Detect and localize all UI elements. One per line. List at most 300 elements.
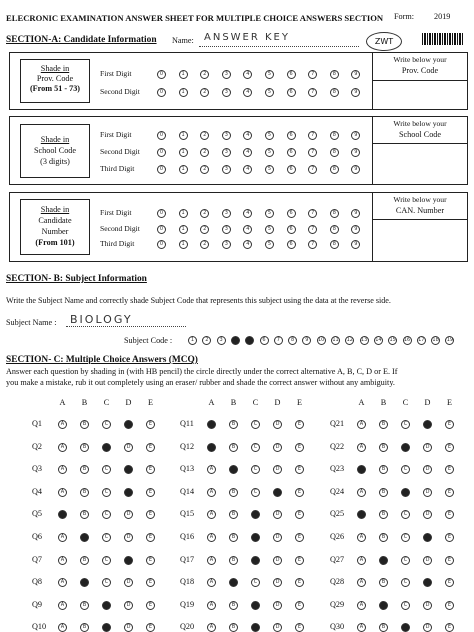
candidate-digit-3-bubble-5[interactable]: 5 (265, 240, 274, 249)
q21-option-e[interactable]: E (445, 420, 454, 429)
q16-option-c[interactable]: C (251, 533, 260, 542)
q22-option-e[interactable]: E (445, 443, 454, 452)
question-label-q19: Q19 (180, 599, 195, 609)
q23-option-e[interactable]: E (445, 465, 454, 474)
q25-option-b[interactable]: B (379, 510, 388, 519)
q10-option-b[interactable]: B (80, 623, 89, 632)
school-shade-line-2: School Code (33, 146, 77, 155)
mcq-col-3-header-C: C (402, 398, 409, 407)
candidate-digit-1-bubble-8[interactable]: 8 (330, 209, 339, 218)
q8-option-b[interactable]: B (80, 578, 89, 587)
prov-digit-1-bubble-4[interactable]: 4 (243, 70, 252, 79)
name-value[interactable]: ANSWER KEY (204, 32, 290, 43)
question-label-q17: Q17 (180, 554, 195, 564)
q27-option-c[interactable]: C (401, 556, 410, 565)
question-label-q2: Q2 (32, 441, 43, 451)
q14-option-c[interactable]: C (251, 488, 260, 497)
q4-option-b[interactable]: B (80, 488, 89, 497)
q14-option-a[interactable]: A (207, 488, 216, 497)
school-digit-3-bubble-7[interactable]: 7 (308, 165, 317, 174)
q4-option-c[interactable]: C (102, 488, 111, 497)
q28-option-a[interactable]: A (357, 578, 366, 587)
q29-option-c[interactable]: C (401, 601, 410, 610)
school-digit-2-bubble-8[interactable]: 8 (330, 148, 339, 157)
q6-option-c[interactable]: C (102, 533, 111, 542)
school-digit-3-bubble-3[interactable]: 3 (222, 165, 231, 174)
q20-option-d[interactable]: D (273, 623, 282, 632)
q30-option-b[interactable]: B (379, 623, 388, 632)
question-label-q20: Q20 (180, 622, 195, 632)
q19-option-e[interactable]: E (295, 601, 304, 610)
q23-option-a[interactable]: A (357, 465, 366, 474)
subject-name-label: Subject Name : (6, 318, 57, 327)
q17-option-a[interactable]: A (207, 556, 216, 565)
q22-option-b[interactable]: B (379, 443, 388, 452)
section-c-instruction-2: you make a mistake, rub it out completely using an eraser/ rubber and shade the correct answer without any ambiguity. (6, 378, 395, 387)
school-digit-1-bubble-2[interactable]: 2 (200, 131, 209, 140)
q1-option-c[interactable]: C (102, 420, 111, 429)
q14-option-d[interactable]: D (273, 488, 282, 497)
q28-option-b[interactable]: B (379, 578, 388, 587)
candidate-digit-1-bubble-6[interactable]: 6 (287, 209, 296, 218)
q27-option-a[interactable]: A (357, 556, 366, 565)
q18-option-e[interactable]: E (295, 578, 304, 587)
mcq-col-1-header-C: C (103, 398, 110, 407)
q13-option-b[interactable]: B (229, 465, 238, 474)
candidate-third-digit-label: Third Digit (100, 239, 135, 248)
q9-option-b[interactable]: B (80, 601, 89, 610)
q6-option-e[interactable]: E (146, 533, 155, 542)
q12-option-e[interactable]: E (295, 443, 304, 452)
q25-option-d[interactable]: D (423, 510, 432, 519)
subject-code-bubble-13[interactable]: 13 (360, 337, 368, 343)
candidate-digit-1-bubble-7[interactable]: 7 (308, 209, 317, 218)
q19-option-b[interactable]: B (229, 601, 238, 610)
q18-option-a[interactable]: A (207, 578, 216, 587)
q20-option-b[interactable]: B (229, 623, 238, 632)
school-digit-3-bubble-0[interactable]: 0 (157, 165, 166, 174)
candidate-shade-line-4: (From 101) (35, 238, 75, 247)
q8-option-c[interactable]: C (102, 578, 111, 587)
section-a-title: SECTION-A: Candidate Information (6, 35, 157, 45)
school-digit-1-bubble-1[interactable]: 1 (179, 131, 188, 140)
q11-option-d[interactable]: D (273, 420, 282, 429)
q20-option-e[interactable]: E (295, 623, 304, 632)
q7-option-c[interactable]: C (102, 556, 111, 565)
prov-digit-2-bubble-0[interactable]: 0 (157, 88, 166, 97)
school-digit-2-bubble-7[interactable]: 7 (308, 148, 317, 157)
subject-code-bubble-5[interactable]: 5 (245, 336, 254, 345)
subject-code-bubble-4[interactable]: 4 (231, 336, 240, 345)
mcq-col-3-header-D: D (424, 398, 431, 407)
q5-option-b[interactable]: B (80, 510, 89, 519)
q7-option-b[interactable]: B (80, 556, 89, 565)
subject-code-bubble-7[interactable]: 7 (274, 336, 283, 345)
school-digit-2-bubble-6[interactable]: 6 (287, 148, 296, 157)
q26-option-e[interactable]: E (445, 533, 454, 542)
school-digit-2-bubble-9[interactable]: 9 (351, 148, 360, 157)
q18-option-c[interactable]: C (251, 578, 260, 587)
mcq-col-3-header-B: B (380, 398, 387, 407)
q17-option-d[interactable]: D (273, 556, 282, 565)
candidate-digit-3-bubble-2[interactable]: 2 (200, 240, 209, 249)
candidate-first-digit-label: First Digit (100, 208, 132, 217)
question-label-q4: Q4 (32, 486, 43, 496)
q30-option-d[interactable]: D (423, 623, 432, 632)
q29-option-b[interactable]: B (379, 601, 388, 610)
q18-option-b[interactable]: B (229, 578, 238, 587)
q21-option-c[interactable]: C (401, 420, 410, 429)
q3-option-d[interactable]: D (124, 465, 133, 474)
q11-option-b[interactable]: B (229, 420, 238, 429)
q27-option-e[interactable]: E (445, 556, 454, 565)
q12-option-b[interactable]: B (229, 443, 238, 452)
prov-write-value: Prov. Code (401, 66, 439, 75)
q1-option-d[interactable]: D (124, 420, 133, 429)
q20-option-c[interactable]: C (251, 623, 260, 632)
candidate-digit-2-bubble-7[interactable]: 7 (308, 225, 317, 234)
q7-option-e[interactable]: E (146, 556, 155, 565)
subject-code-bubble-9[interactable]: 9 (302, 336, 311, 345)
school-digit-3-bubble-1[interactable]: 1 (179, 165, 188, 174)
q8-option-e[interactable]: E (146, 578, 155, 587)
prov-digit-1-bubble-0[interactable]: 0 (157, 70, 166, 79)
q17-option-b[interactable]: B (229, 556, 238, 565)
school-digit-1-bubble-6[interactable]: 6 (287, 131, 296, 140)
subject-code-bubble-17[interactable]: 17 (418, 337, 425, 343)
q12-option-c[interactable]: C (251, 443, 260, 452)
q15-option-a[interactable]: A (207, 510, 216, 519)
prov-digit-2-bubble-9[interactable]: 9 (351, 88, 360, 97)
school-digit-1-bubble-5[interactable]: 5 (265, 131, 274, 140)
q25-option-e[interactable]: E (445, 510, 454, 519)
name-line (199, 46, 359, 47)
q10-option-c[interactable]: C (102, 623, 111, 632)
question-label-q1: Q1 (32, 419, 43, 428)
q21-option-a[interactable]: A (357, 420, 366, 429)
subject-code-bubble-16[interactable]: 16 (403, 337, 411, 343)
subject-code-bubble-18[interactable]: 18 (432, 337, 439, 343)
school-digit-3-bubble-9[interactable]: 9 (351, 165, 360, 174)
section-c-instruction-1: Answer each question by shading in (with HB pencil) the circle directly under the correct alternative A, B, C, D or E. If (6, 367, 398, 376)
q4-option-d[interactable]: D (124, 488, 133, 497)
q6-option-d[interactable]: D (124, 533, 133, 542)
question-label-q28: Q28 (330, 577, 345, 587)
school-digit-3-bubble-2[interactable]: 2 (200, 165, 209, 174)
subject-code-bubble-19[interactable]: 19 (446, 337, 454, 343)
q13-option-d[interactable]: D (273, 465, 282, 474)
school-digit-2-bubble-0[interactable]: 0 (157, 148, 166, 157)
q17-option-c[interactable]: C (251, 556, 260, 565)
q28-option-c[interactable]: C (401, 578, 410, 587)
candidate-digit-3-bubble-6[interactable]: 6 (287, 240, 296, 249)
candidate-digit-3-bubble-4[interactable]: 4 (243, 240, 252, 249)
question-label-q23: Q23 (330, 464, 345, 474)
q24-option-d[interactable]: D (423, 488, 432, 497)
q2-option-d[interactable]: D (124, 443, 133, 452)
mcq-col-1-header-A: A (59, 398, 66, 407)
q26-option-c[interactable]: C (401, 533, 410, 542)
q9-option-c[interactable]: C (102, 601, 111, 610)
prov-digit-2-bubble-6[interactable]: 6 (287, 88, 296, 97)
q24-option-b[interactable]: B (379, 488, 388, 497)
candidate-digit-1-bubble-0[interactable]: 0 (157, 209, 166, 218)
q9-option-d[interactable]: D (124, 601, 133, 610)
q16-option-d[interactable]: D (273, 533, 282, 542)
prov-digit-1-bubble-9[interactable]: 9 (351, 70, 360, 79)
q26-option-d[interactable]: D (423, 533, 432, 542)
candidate-digit-2-bubble-4[interactable]: 4 (243, 225, 252, 234)
subject-code-bubble-15[interactable]: 15 (389, 337, 396, 343)
q27-option-d[interactable]: D (423, 556, 432, 565)
prov-digit-1-bubble-8[interactable]: 8 (330, 70, 339, 79)
q1-option-b[interactable]: B (80, 420, 89, 429)
q10-option-e[interactable]: E (146, 623, 155, 632)
school-digit-1-bubble-8[interactable]: 8 (330, 131, 339, 140)
school-digit-2-bubble-5[interactable]: 5 (265, 148, 274, 157)
q30-option-e[interactable]: E (445, 623, 454, 632)
zwt-badge: ZWT (366, 32, 402, 51)
prov-first-digit-label: First Digit (100, 69, 132, 78)
q12-option-a[interactable]: A (207, 443, 216, 452)
candidate-digit-1-bubble-2[interactable]: 2 (200, 209, 209, 218)
prov-digit-1-bubble-5[interactable]: 5 (265, 70, 274, 79)
school-digit-2-bubble-2[interactable]: 2 (200, 148, 209, 157)
school-digit-1-bubble-3[interactable]: 3 (222, 131, 231, 140)
q25-option-c[interactable]: C (401, 510, 410, 519)
prov-digit-1-bubble-2[interactable]: 2 (200, 70, 209, 79)
prov-digit-2-bubble-1[interactable]: 1 (179, 88, 188, 97)
q9-option-e[interactable]: E (146, 601, 155, 610)
q3-option-e[interactable]: E (146, 465, 155, 474)
subject-code-bubble-8[interactable]: 8 (288, 336, 297, 345)
q5-option-a[interactable]: A (58, 510, 67, 519)
candidate-digit-1-bubble-5[interactable]: 5 (265, 209, 274, 218)
q28-option-d[interactable]: D (423, 578, 432, 587)
subject-code-bubble-11[interactable]: 11 (332, 337, 339, 343)
q23-option-b[interactable]: B (379, 465, 388, 474)
q2-option-a[interactable]: A (58, 443, 67, 452)
school-digit-1-bubble-9[interactable]: 9 (351, 131, 360, 140)
q14-option-b[interactable]: B (229, 488, 238, 497)
q29-option-a[interactable]: A (357, 601, 366, 610)
q22-option-a[interactable]: A (357, 443, 366, 452)
q21-option-b[interactable]: B (379, 420, 388, 429)
q10-option-a[interactable]: A (58, 623, 67, 632)
subject-code-bubble-2[interactable]: 2 (202, 336, 211, 345)
school-digit-1-bubble-0[interactable]: 0 (157, 131, 166, 140)
q4-option-e[interactable]: E (146, 488, 155, 497)
q11-option-e[interactable]: E (295, 420, 304, 429)
q1-option-a[interactable]: A (58, 420, 67, 429)
q23-option-c[interactable]: C (401, 465, 410, 474)
q3-option-b[interactable]: B (80, 465, 89, 474)
candidate-digit-2-bubble-6[interactable]: 6 (287, 225, 296, 234)
candidate-digit-2-bubble-1[interactable]: 1 (179, 225, 188, 234)
candidate-digit-1-bubble-4[interactable]: 4 (243, 209, 252, 218)
q29-option-e[interactable]: E (445, 601, 454, 610)
q13-option-a[interactable]: A (207, 465, 216, 474)
q15-option-c[interactable]: C (251, 510, 260, 519)
mcq-col-1-header-E: E (147, 398, 153, 407)
prov-digit-1-bubble-3[interactable]: 3 (222, 70, 231, 79)
q19-option-c[interactable]: C (251, 601, 260, 610)
q9-option-a[interactable]: A (58, 601, 67, 610)
q30-option-c[interactable]: C (401, 623, 410, 632)
q15-option-d[interactable]: D (273, 510, 282, 519)
q7-option-d[interactable]: D (124, 556, 133, 565)
q8-option-d[interactable]: D (124, 578, 133, 587)
q16-option-a[interactable]: A (207, 533, 216, 542)
q29-option-d[interactable]: D (423, 601, 432, 610)
q13-option-e[interactable]: E (295, 465, 304, 474)
candidate-write-value: CAN. Number (395, 206, 445, 215)
section-b-instruction: Write the Subject Name and correctly shade Subject Code that represents this subject using the data at the reverse side. (6, 296, 391, 305)
q22-option-d[interactable]: D (423, 443, 432, 452)
school-digit-3-bubble-8[interactable]: 8 (330, 165, 339, 174)
mcq-col-2-header-E: E (296, 398, 302, 407)
school-digit-2-bubble-4[interactable]: 4 (243, 148, 252, 157)
school-write-label: Write below your (393, 119, 447, 128)
q5-option-e[interactable]: E (146, 510, 155, 519)
q7-option-a[interactable]: A (58, 556, 67, 565)
q17-option-e[interactable]: E (295, 556, 304, 565)
q15-option-e[interactable]: E (295, 510, 304, 519)
prov-shade-line-3: (From 51 - 73) (29, 84, 81, 93)
candidate-digit-1-bubble-3[interactable]: 3 (222, 209, 231, 218)
prov-write-label: Write below your (393, 55, 447, 64)
candidate-digit-2-bubble-9[interactable]: 9 (351, 225, 360, 234)
q3-option-a[interactable]: A (58, 465, 67, 474)
question-label-q15: Q15 (180, 509, 195, 519)
prov-digit-2-bubble-8[interactable]: 8 (330, 88, 339, 97)
question-label-q10: Q10 (32, 622, 47, 632)
subject-code-bubble-1[interactable]: 1 (188, 336, 197, 345)
q4-option-a[interactable]: A (58, 488, 67, 497)
prov-digit-2-bubble-7[interactable]: 7 (308, 88, 317, 97)
q16-option-e[interactable]: E (295, 533, 304, 542)
q5-option-c[interactable]: C (102, 510, 111, 519)
q14-option-e[interactable]: E (295, 488, 304, 497)
section-c-title: SECTION- C: Multiple Choice Answers (MCQ) (6, 355, 198, 365)
candidate-digit-1-bubble-1[interactable]: 1 (179, 209, 188, 218)
school-digit-1-bubble-7[interactable]: 7 (308, 131, 317, 140)
school-digit-3-bubble-5[interactable]: 5 (265, 165, 274, 174)
q27-option-b[interactable]: B (379, 556, 388, 565)
candidate-digit-2-bubble-0[interactable]: 0 (157, 225, 166, 234)
school-digit-3-bubble-6[interactable]: 6 (287, 165, 296, 174)
candidate-digit-3-bubble-9[interactable]: 9 (351, 240, 360, 249)
candidate-digit-2-bubble-5[interactable]: 5 (265, 225, 274, 234)
school-digit-3-bubble-4[interactable]: 4 (243, 165, 252, 174)
question-label-q26: Q26 (330, 532, 345, 541)
q28-option-e[interactable]: E (445, 578, 454, 587)
q26-option-a[interactable]: A (357, 533, 366, 542)
q20-option-a[interactable]: A (207, 623, 216, 632)
question-label-q29: Q29 (330, 599, 345, 609)
mcq-col-2-header-A: A (208, 398, 215, 407)
q3-option-c[interactable]: C (102, 465, 111, 474)
q21-option-d[interactable]: D (423, 420, 432, 429)
candidate-digit-3-bubble-0[interactable]: 0 (157, 240, 166, 249)
school-digit-1-bubble-4[interactable]: 4 (243, 131, 252, 140)
q25-option-a[interactable]: A (357, 510, 366, 519)
subject-code-bubble-6[interactable]: 6 (260, 336, 269, 345)
q19-option-d[interactable]: D (273, 601, 282, 610)
mcq-col-1-header-B: B (81, 398, 88, 407)
question-label-q24: Q24 (330, 486, 345, 496)
mcq-col-2-header-D: D (274, 398, 281, 407)
question-label-q21: Q21 (330, 419, 345, 428)
q11-option-c[interactable]: C (251, 420, 260, 429)
q16-option-b[interactable]: B (229, 533, 238, 542)
subject-code-bubble-3[interactable]: 3 (217, 336, 226, 345)
form-label: Form: (394, 12, 415, 21)
question-label-q7: Q7 (32, 554, 43, 564)
prov-digit-1-bubble-7[interactable]: 7 (308, 70, 317, 79)
q2-option-e[interactable]: E (146, 443, 155, 452)
q5-option-d[interactable]: D (124, 510, 133, 519)
prov-digit-1-bubble-6[interactable]: 6 (287, 70, 296, 79)
q15-option-b[interactable]: B (229, 510, 238, 519)
q6-option-a[interactable]: A (58, 533, 67, 542)
q2-option-b[interactable]: B (80, 443, 89, 452)
q22-option-c[interactable]: C (401, 443, 410, 452)
candidate-digit-2-bubble-2[interactable]: 2 (200, 225, 209, 234)
prov-digit-2-bubble-5[interactable]: 5 (265, 88, 274, 97)
school-write-value: School Code (398, 130, 442, 139)
q2-option-c[interactable]: C (102, 443, 111, 452)
q24-option-c[interactable]: C (401, 488, 410, 497)
q1-option-e[interactable]: E (146, 420, 155, 429)
q18-option-d[interactable]: D (273, 578, 282, 587)
prov-digit-2-bubble-3[interactable]: 3 (222, 88, 231, 97)
q10-option-d[interactable]: D (124, 623, 133, 632)
q11-option-a[interactable]: A (207, 420, 216, 429)
mcq-col-3-header-A: A (358, 398, 365, 407)
q6-option-b[interactable]: B (80, 533, 89, 542)
candidate-digit-2-bubble-3[interactable]: 3 (222, 225, 231, 234)
form-value: 2019 (434, 12, 451, 21)
subject-code-bubble-12[interactable]: 12 (346, 337, 353, 343)
q26-option-b[interactable]: B (379, 533, 388, 542)
q19-option-a[interactable]: A (207, 601, 216, 610)
q24-option-e[interactable]: E (445, 488, 454, 497)
q13-option-c[interactable]: C (251, 465, 260, 474)
subject-code-bubble-10[interactable]: 10 (318, 337, 325, 343)
prov-digit-2-bubble-4[interactable]: 4 (243, 88, 252, 97)
prov-digit-1-bubble-1[interactable]: 1 (179, 70, 188, 79)
prov-digit-2-bubble-2[interactable]: 2 (200, 88, 209, 97)
candidate-digit-2-bubble-8[interactable]: 8 (330, 225, 339, 234)
subject-code-bubble-14[interactable]: 14 (375, 337, 382, 343)
subject-code-label: Subject Code : (124, 336, 173, 345)
question-label-q8: Q8 (32, 577, 43, 587)
q30-option-a[interactable]: A (357, 623, 366, 632)
q23-option-d[interactable]: D (423, 465, 432, 474)
candidate-digit-3-bubble-8[interactable]: 8 (330, 240, 339, 249)
candidate-digit-3-bubble-7[interactable]: 7 (308, 240, 317, 249)
q12-option-d[interactable]: D (273, 443, 282, 452)
q24-option-a[interactable]: A (357, 488, 366, 497)
candidate-digit-3-bubble-1[interactable]: 1 (179, 240, 188, 249)
school-digit-2-bubble-1[interactable]: 1 (179, 148, 188, 157)
candidate-digit-1-bubble-9[interactable]: 9 (351, 209, 360, 218)
school-digit-2-bubble-3[interactable]: 3 (222, 148, 231, 157)
q8-option-a[interactable]: A (58, 578, 67, 587)
subject-name-value[interactable]: BIOLOGY (70, 313, 133, 326)
candidate-digit-3-bubble-3[interactable]: 3 (222, 240, 231, 249)
